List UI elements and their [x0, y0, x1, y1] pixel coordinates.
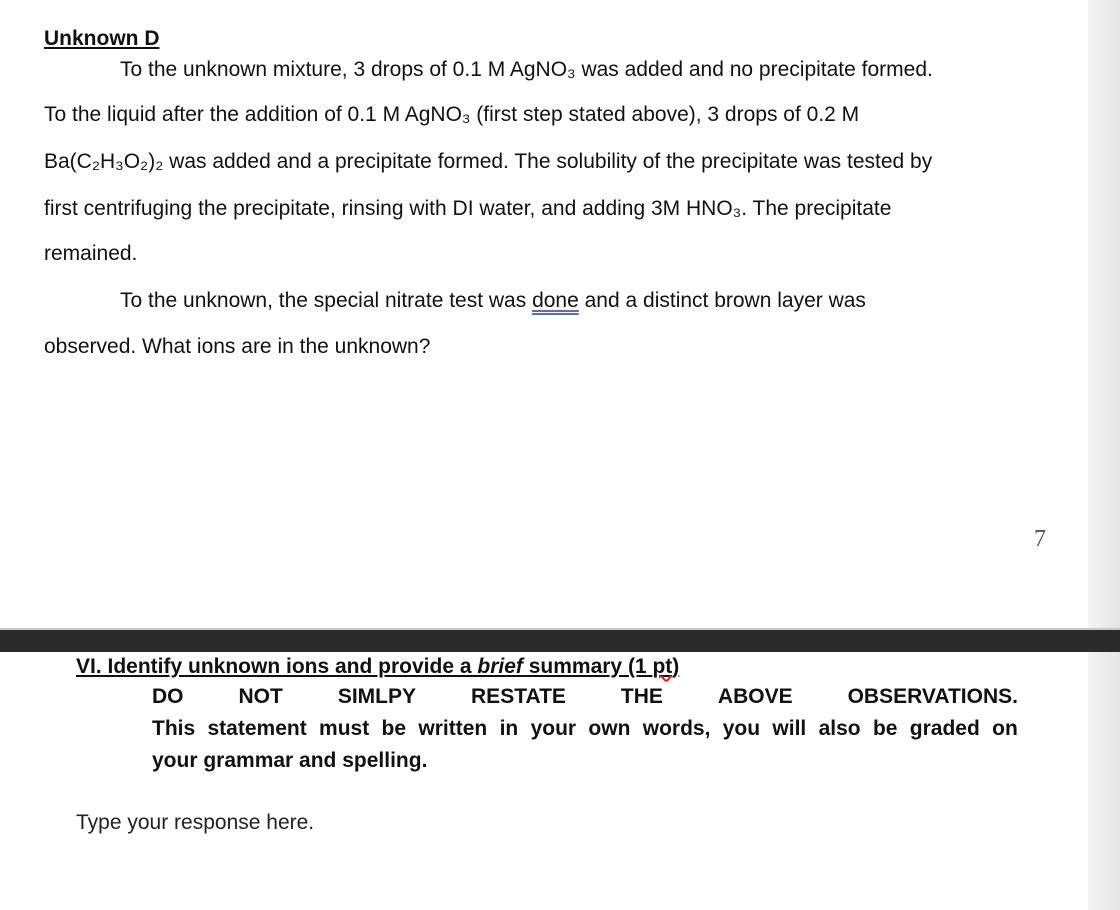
instruction-word: your	[530, 717, 577, 740]
paragraph2-line1	[120, 288, 866, 314]
instruction-word: words,	[642, 717, 711, 740]
instruction-word: DO	[152, 685, 184, 708]
grammar-flagged-word[interactable]: done	[532, 289, 579, 312]
unknown-heading: Unknown D	[44, 27, 160, 50]
response-text-area[interactable]: Type your response here.	[76, 811, 315, 834]
instruction-word: also	[818, 717, 861, 740]
paragraph1-line4: first centrifuging the precipitate, rinsing with DI water, and adding 3M HNO₃. The precipitate	[44, 197, 892, 220]
instruction-word: must	[319, 717, 370, 740]
section-title-italic: brief	[477, 655, 523, 678]
spelling-flagged-word[interactable]: pt	[652, 655, 673, 678]
instruction-word: THE	[620, 685, 663, 708]
instruction-word: NOT	[238, 685, 283, 708]
paragraph1-line1: To the unknown mixture, 3 drops of 0.1 M AgNO₃ was added and no precipitate formed.	[120, 58, 933, 81]
instruction-word: RESTATE	[471, 685, 566, 708]
instruction-line1	[152, 684, 1018, 710]
instruction-word: be	[381, 717, 407, 740]
instruction-word: written	[418, 717, 488, 740]
paragraph1-line5: remained.	[44, 242, 138, 265]
instruction-word: statement	[207, 717, 307, 740]
instruction-line3: your grammar and spelling.	[152, 749, 428, 772]
instruction-word: This	[152, 717, 196, 740]
instruction-word: OBSERVATIONS.	[847, 685, 1018, 708]
instruction-word: in	[499, 717, 519, 740]
section-title-end: )	[672, 655, 680, 678]
instruction-word: ABOVE	[717, 685, 793, 708]
instruction-line2	[152, 716, 1018, 742]
page-break-gap	[0, 630, 1120, 652]
instruction-word: be	[872, 717, 898, 740]
instruction-word: will	[772, 717, 807, 740]
paragraph1-line2: To the liquid after the addition of 0.1 M AgNO₃ (first step stated above), 3 drops of 0.2 M	[44, 103, 860, 126]
paragraph1-line3: Ba(C₂H₃O₂)₂ was added and a precipitate formed. The solubility of the precipitate was tested by	[44, 150, 933, 173]
paragraph2-text-before: To the unknown, the special nitrate test was	[120, 289, 533, 312]
instruction-word: you	[722, 717, 761, 740]
instruction-word: on	[992, 717, 1018, 740]
section-title-part1: VI. Identify unknown ions and provide a	[76, 655, 478, 678]
instruction-word: own	[588, 717, 631, 740]
section-title-part2: summary (1	[522, 655, 653, 678]
instruction-word: SIMLPY	[337, 685, 417, 708]
paragraph2-line2: observed. What ions are in the unknown?	[44, 335, 431, 358]
paragraph2-text-after: and a distinct brown layer was	[578, 289, 866, 312]
section-title	[76, 654, 679, 680]
page-right-margin	[1088, 0, 1120, 910]
instruction-word: graded	[909, 717, 980, 740]
page-number: 7	[1034, 526, 1046, 552]
